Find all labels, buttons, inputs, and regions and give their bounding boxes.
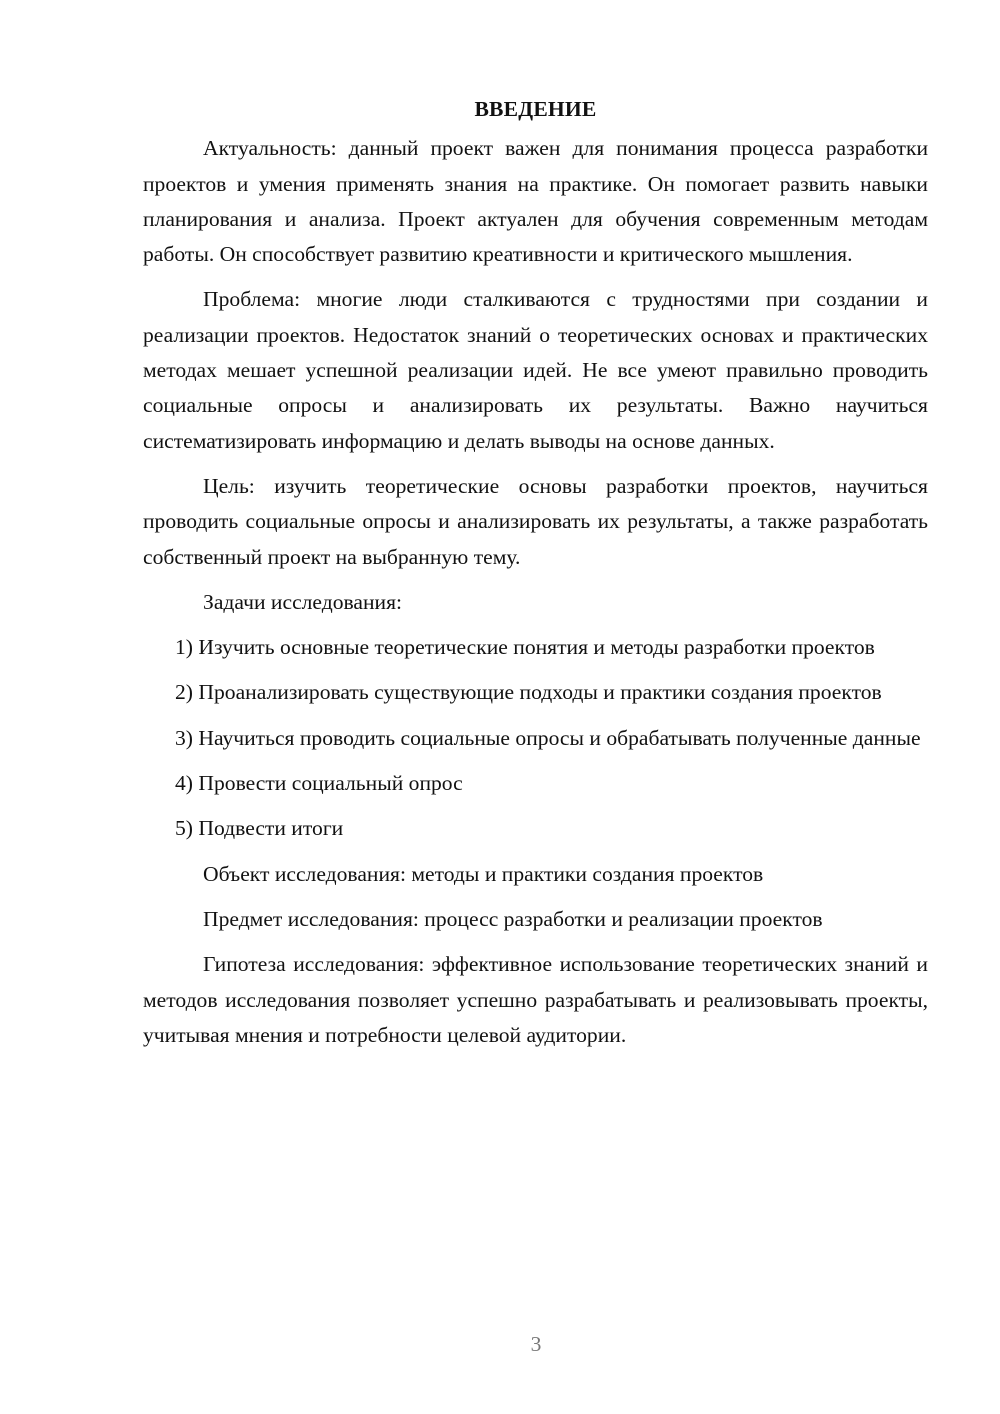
tasks-heading: Задачи исследования:	[203, 589, 403, 614]
section-title: ВВЕДЕНИЕ	[474, 97, 597, 121]
task-item-2: 2) Проанализировать существующие подходы и практики создания проектов	[175, 680, 882, 705]
document-page	[143, 92, 928, 1063]
problem-paragraph: Проблема: многие люди сталкиваются с трудностями при создании и реализации проектов. Недостаток знаний о теоретических основах и практических методах мешает успешной реализации идей. Не все умеют правильно проводить социальные опросы и анализировать их результаты. Важно научиться систематизировать информацию и делать выводы на основе данных.	[143, 287, 928, 453]
relevance-paragraph: Актуальность: данный проект важен для понимания процесса разработки проектов и умения применять знания на практике. Он помогает развить навыки планирования и анализа. Проект актуален для обучения современным методам работы. Он способствует развитию креативности и критического мышления.	[143, 136, 928, 267]
page-number: 3	[530, 1332, 542, 1356]
hypothesis-paragraph: Гипотеза исследования: эффективное использование теоретических знаний и методов исследования позволяет успешно разрабатывать и реализовывать проекты, учитывая мнения и потребности целевой аудитории.	[143, 952, 928, 1047]
subject-paragraph: Предмет исследования: процесс разработки и реализации проектов	[203, 906, 823, 931]
object-paragraph: Объект исследования: методы и практики создания проектов	[203, 861, 764, 886]
task-item-5: 5) Подвести итоги	[175, 816, 344, 841]
task-item-1: 1) Изучить основные теоретические понятия и методы разработки проектов	[175, 635, 875, 660]
task-item-3: 3) Научиться проводить социальные опросы и обрабатывать полученные данные	[175, 725, 921, 750]
task-item-4: 4) Провести социальный опрос	[175, 771, 463, 796]
goal-paragraph: Цель: изучить теоретические основы разработки проектов, научиться проводить социальные опросы и анализировать их результаты, а также разработать собственный проект на выбранную тему.	[143, 473, 928, 569]
